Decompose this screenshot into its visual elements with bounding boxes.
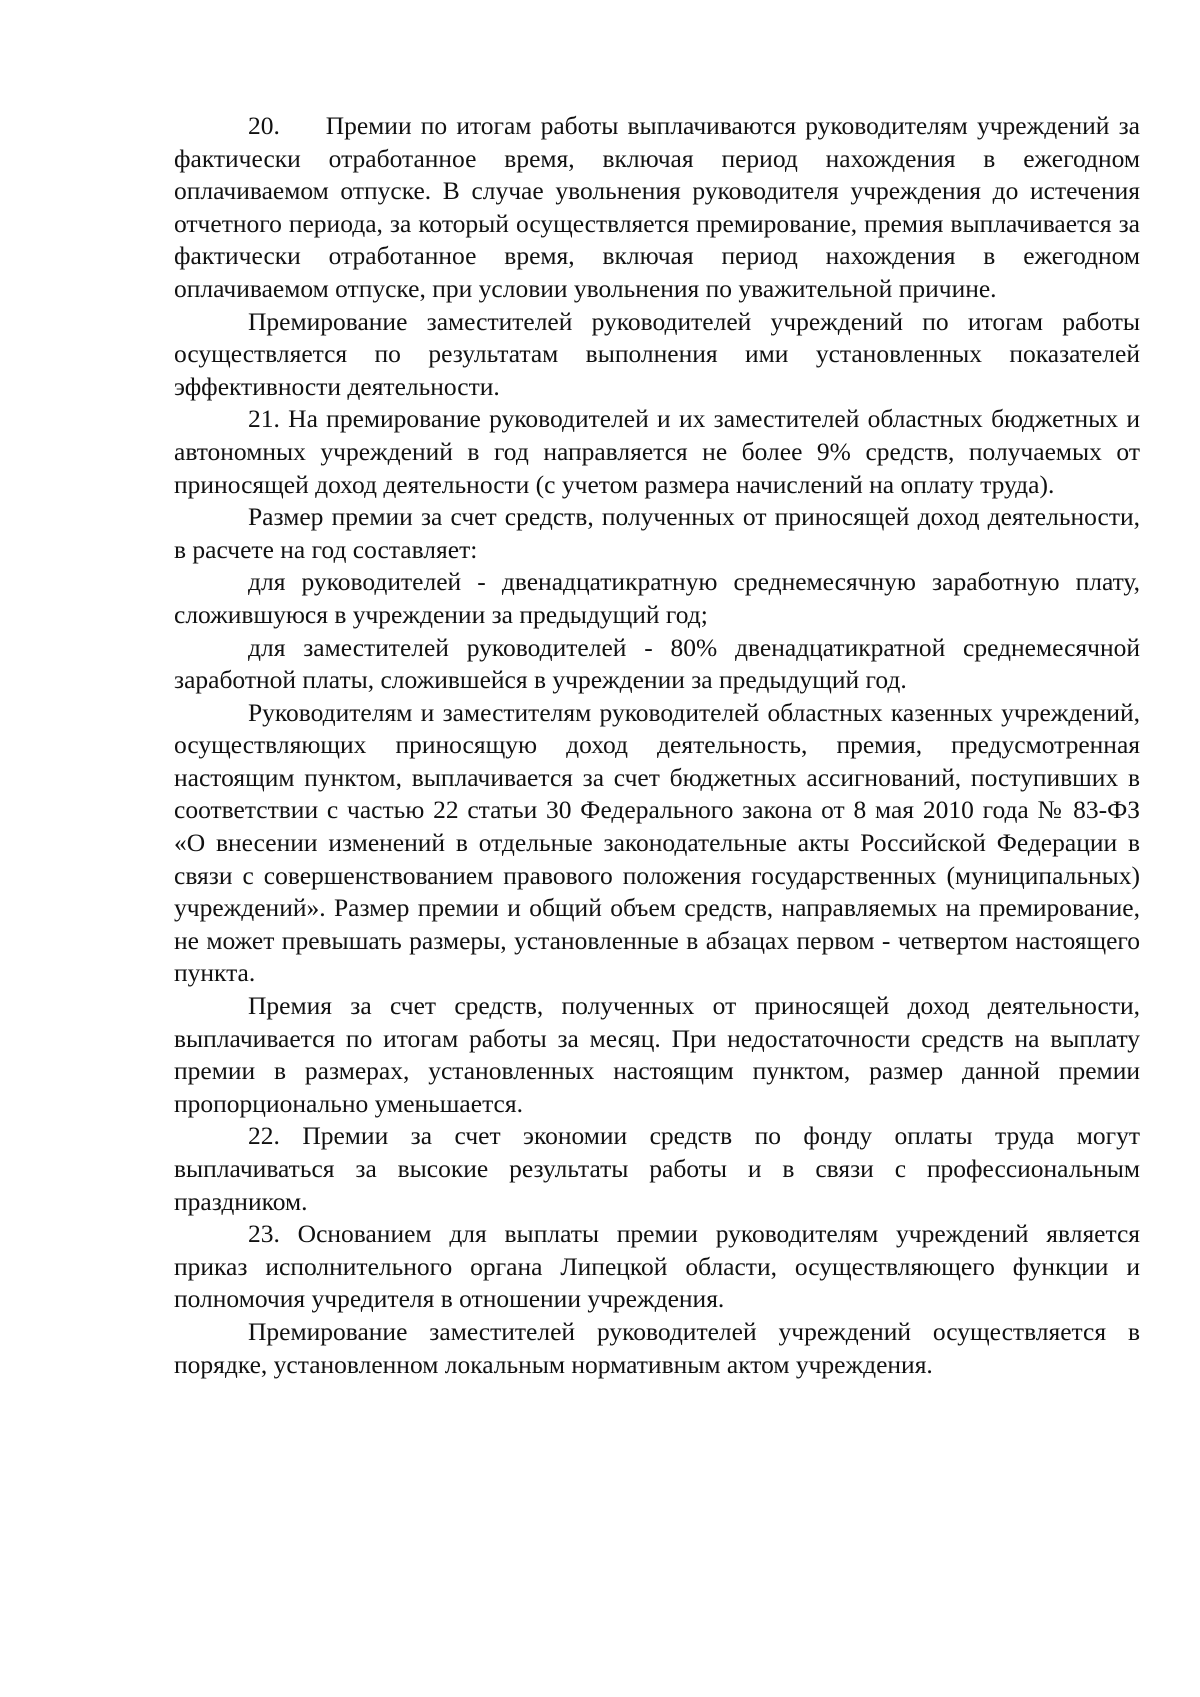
paragraph-20 <box>174 110 1140 306</box>
paragraph-text: Руководителям и заместителям руководителей областных казенных учреждений, осуществляющих приносящую доход деятельность, премия, предусмотренная настоящим пунктом, выплачивается за счет бюджетных ассигнований, поступивших в соответствии с частью 22 статьи 30 Федерального закона от 8 мая 2010 года № 83-ФЗ «О внесении изменений в отдельные законодательные акты Российской Федерации в связи с совершенствованием правового положения государственных (муниципальных) учреждений». Размер премии и общий объем средств, направляемых на премирование, не может превышать размеры, установленные в абзацах первом - четвертом настоящего пункта. <box>174 697 1140 988</box>
paragraph-text: Размер премии за счет средств, полученных от приносящей доход деятельности, в расчете на год составляет: <box>174 502 1140 564</box>
paragraph-text: Премирование заместителей руководителей учреждений осуществляется в порядке, установленном локальным нормативным актом учреждения. <box>174 1316 1140 1379</box>
clause-number-23: 23. <box>248 1219 280 1249</box>
paragraph-text: для заместителей руководителей - 80% двенадцатикратной среднемесячной заработной платы, сложившейся в учреждении за предыдущий год. <box>174 632 1140 695</box>
clause-number-20: 20. <box>248 111 280 140</box>
paragraph-20-deputies <box>174 306 1140 404</box>
paragraph-23 <box>174 1218 1140 1316</box>
document-body <box>174 110 1140 1381</box>
paragraph-21-heads <box>174 566 1140 631</box>
paragraph-21-deputies <box>174 632 1140 697</box>
paragraph-21-state-institutions <box>174 697 1140 990</box>
clause-number-21: 21. <box>248 404 280 434</box>
paragraph-text: Премирование заместителей руководителей учреждений по итогам работы осуществляется по результатам выполнения ими установленных показателей эффективности деятельности. <box>174 306 1140 401</box>
paragraph-text: для руководителей - двенадцатикратную среднемесячную заработную плату, сложившуюся в учреждении за предыдущий год; <box>174 567 1140 629</box>
paragraph-text: Премии за счет экономии средств по фонду оплаты труда могут выплачиваться за высокие результаты работы и в связи с профессиональным праздником. <box>174 1121 1140 1216</box>
paragraph-text: Премия за счет средств, полученных от приносящей доход деятельности, выплачивается по итогам работы за месяц. При недостаточности средств на выплату премии в размерах, установленных настоящим пунктом, размер данной премии пропорционально уменьшается. <box>174 991 1140 1118</box>
paragraph-text: Основанием для выплаты премии руководителям учреждений является приказ исполнительного органа Липецкой области, осуществляющего функции и полномочия учредителя в отношении учреждения. <box>174 1219 1140 1314</box>
paragraph-text: Премии по итогам работы выплачиваются руководителям учреждений за фактически отработанное время, включая период нахождения в ежегодном оплачиваемом отпуске. В случае увольнения руководителя учреждения до истечения отчетного периода, за который осуществляется премирование, премия выплачивается за фактически отработанное время, включая период нахождения в ежегодном оплачиваемом отпуске, при условии увольнения по уважительной причине. <box>174 111 1140 303</box>
paragraph-21-monthly <box>174 990 1140 1120</box>
paragraph-23-deputies <box>174 1316 1140 1381</box>
paragraph-21-size <box>174 501 1140 566</box>
clause-number-22: 22. <box>248 1121 280 1151</box>
paragraph-21 <box>174 403 1140 501</box>
paragraph-22 <box>174 1120 1140 1218</box>
paragraph-text: На премирование руководителей и их заместителей областных бюджетных и автономных учреждений в год направляется не более 9% средств, получаемых от приносящей доход деятельности (с учетом размера начислений на оплату труда). <box>174 404 1140 499</box>
